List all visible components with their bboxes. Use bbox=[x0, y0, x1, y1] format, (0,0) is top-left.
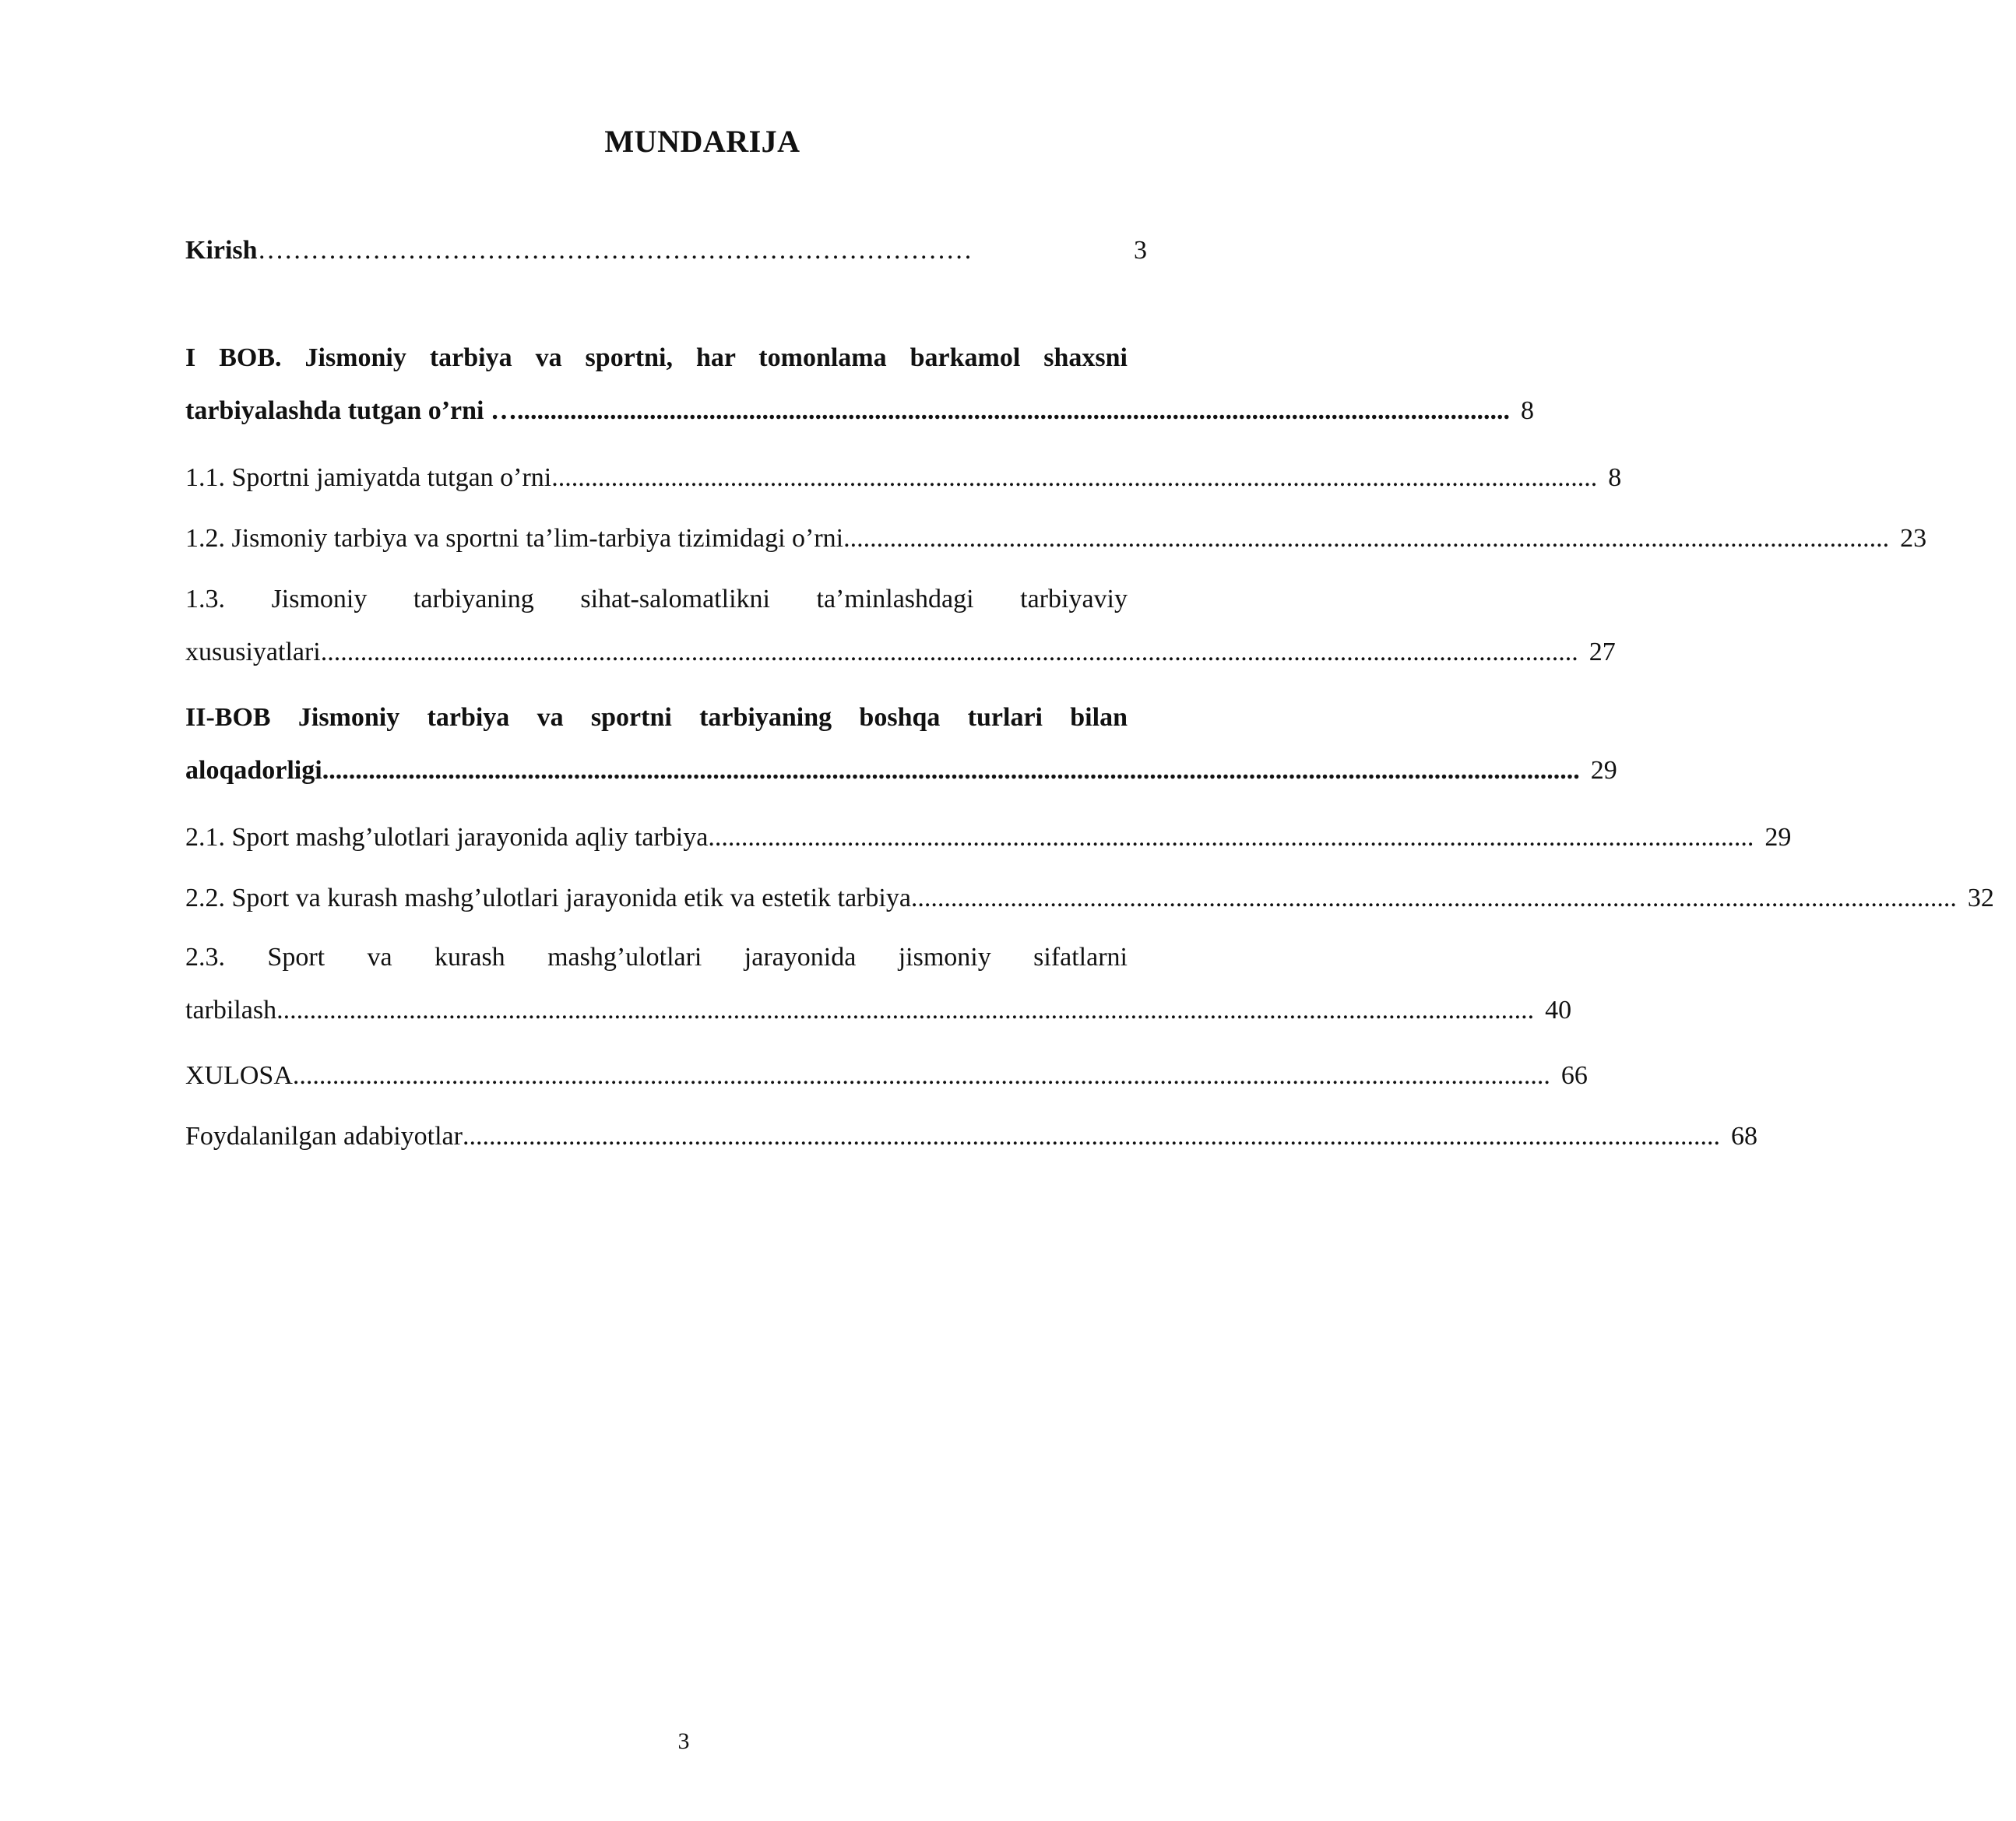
toc-leader-dots: .............................................................................................................................................................. bbox=[910, 884, 1957, 912]
page-title: MUNDARIJA bbox=[604, 124, 800, 159]
toc-page-number: 23 bbox=[1900, 524, 1927, 553]
toc-entry-title: Kirish bbox=[185, 236, 258, 265]
toc-leader-dots: .............................................................................................................................................................. bbox=[843, 524, 1890, 553]
toc-entry-title: Foydalanilgan adabiyotlar bbox=[185, 1122, 463, 1151]
toc-leader-dots: .............................................................................................................................................................. bbox=[708, 823, 1754, 852]
toc-page-number: 27 bbox=[1589, 638, 1616, 666]
toc-entry-title: 1.1. Sportni jamiyatda tutgan o’rni bbox=[185, 463, 552, 492]
toc-leader-dots: .............................................................................................................................................................. bbox=[551, 463, 1598, 492]
toc-leader-dots: ...................................................................................................................................................... bbox=[517, 396, 1510, 425]
toc-entry-title: 2.1. Sport mashg’ulotlari jarayonida aqliy tarbiya bbox=[185, 823, 709, 852]
toc-entry-title: 2.2. Sport va kurash mashg’ulotlari jarayonida etik va estetik tarbiya bbox=[185, 884, 911, 912]
toc-entry-chapter-1[interactable] bbox=[185, 343, 1534, 427]
toc-entry-title: aloqadorligi bbox=[185, 756, 322, 785]
toc-page-number: 3 bbox=[1134, 236, 1147, 265]
toc-entry-chapter-2[interactable] bbox=[185, 702, 1617, 786]
toc-page-number: 29 bbox=[1590, 756, 1617, 785]
toc-entry-kirish[interactable] bbox=[185, 235, 1182, 266]
toc-entry-title-line1: 2.3. Sport va kurash mashg’ulotlari jarayonida jismoniy sifatlarni bbox=[185, 943, 1128, 972]
toc-page-number: 8 bbox=[1521, 396, 1534, 425]
toc-entry-title: 1.2. Jismoniy tarbiya va sportni ta’lim-tarbiya tizimidagi o’rni bbox=[185, 524, 844, 553]
toc-leader-dots: .............................................................................................................................................................................................. bbox=[462, 1122, 1720, 1151]
toc-leader-dots: .............................................................................................................................................................................................. bbox=[322, 756, 1580, 785]
toc-entry-title-line1: 1.3. Jismoniy tarbiyaning sihat-salomatlikni ta’minlashdagi tarbiyaviy bbox=[185, 585, 1128, 613]
toc-entry-1-3[interactable] bbox=[185, 584, 1616, 668]
toc-entry-title: XULOSA bbox=[185, 1061, 293, 1090]
toc-leader-dots: ……………………………………………………………………… bbox=[257, 236, 973, 265]
toc-page-number: 66 bbox=[1560, 1061, 1588, 1090]
toc-entry-title: tarbiyalashda tutgan o’rni … bbox=[185, 396, 517, 425]
toc-leader-dots: .............................................................................................................................................................................................. bbox=[292, 1061, 1550, 1090]
toc-entry-2-2[interactable] bbox=[185, 883, 1994, 914]
toc-page-number: 8 bbox=[1608, 463, 1622, 492]
toc-leader-dots: .............................................................................................................................................................................................. bbox=[276, 996, 1535, 1025]
toc-page-number: 32 bbox=[1967, 884, 1994, 912]
toc-entry-2-1[interactable] bbox=[185, 822, 1792, 853]
toc-leader-dots: .............................................................................................................................................................................................. bbox=[320, 638, 1578, 666]
toc-entry-title-line1: I BOB. Jismoniy tarbiya va sportni, har tomonlama barkamol shaxsni bbox=[185, 343, 1128, 372]
toc-entry-references[interactable] bbox=[185, 1121, 1757, 1152]
toc-entry-title: xususiyatlari bbox=[185, 638, 321, 666]
toc-entry-xulosa[interactable] bbox=[185, 1060, 1588, 1092]
toc-entry-1-2[interactable] bbox=[185, 523, 1927, 554]
toc-entry-title: tarbilash bbox=[185, 996, 277, 1025]
toc-entry-2-3[interactable] bbox=[185, 942, 1572, 1026]
toc-page-number: 29 bbox=[1764, 823, 1792, 852]
toc-page-number: 40 bbox=[1545, 996, 1572, 1025]
toc-page-number: 68 bbox=[1730, 1122, 1757, 1151]
toc-entry-1-1[interactable] bbox=[185, 462, 1622, 494]
toc-entry-title-line1: II-BOB Jismoniy tarbiya va sportni tarbiyaning boshqa turlari bilan bbox=[185, 703, 1128, 732]
page-number: 3 bbox=[677, 1728, 690, 1754]
